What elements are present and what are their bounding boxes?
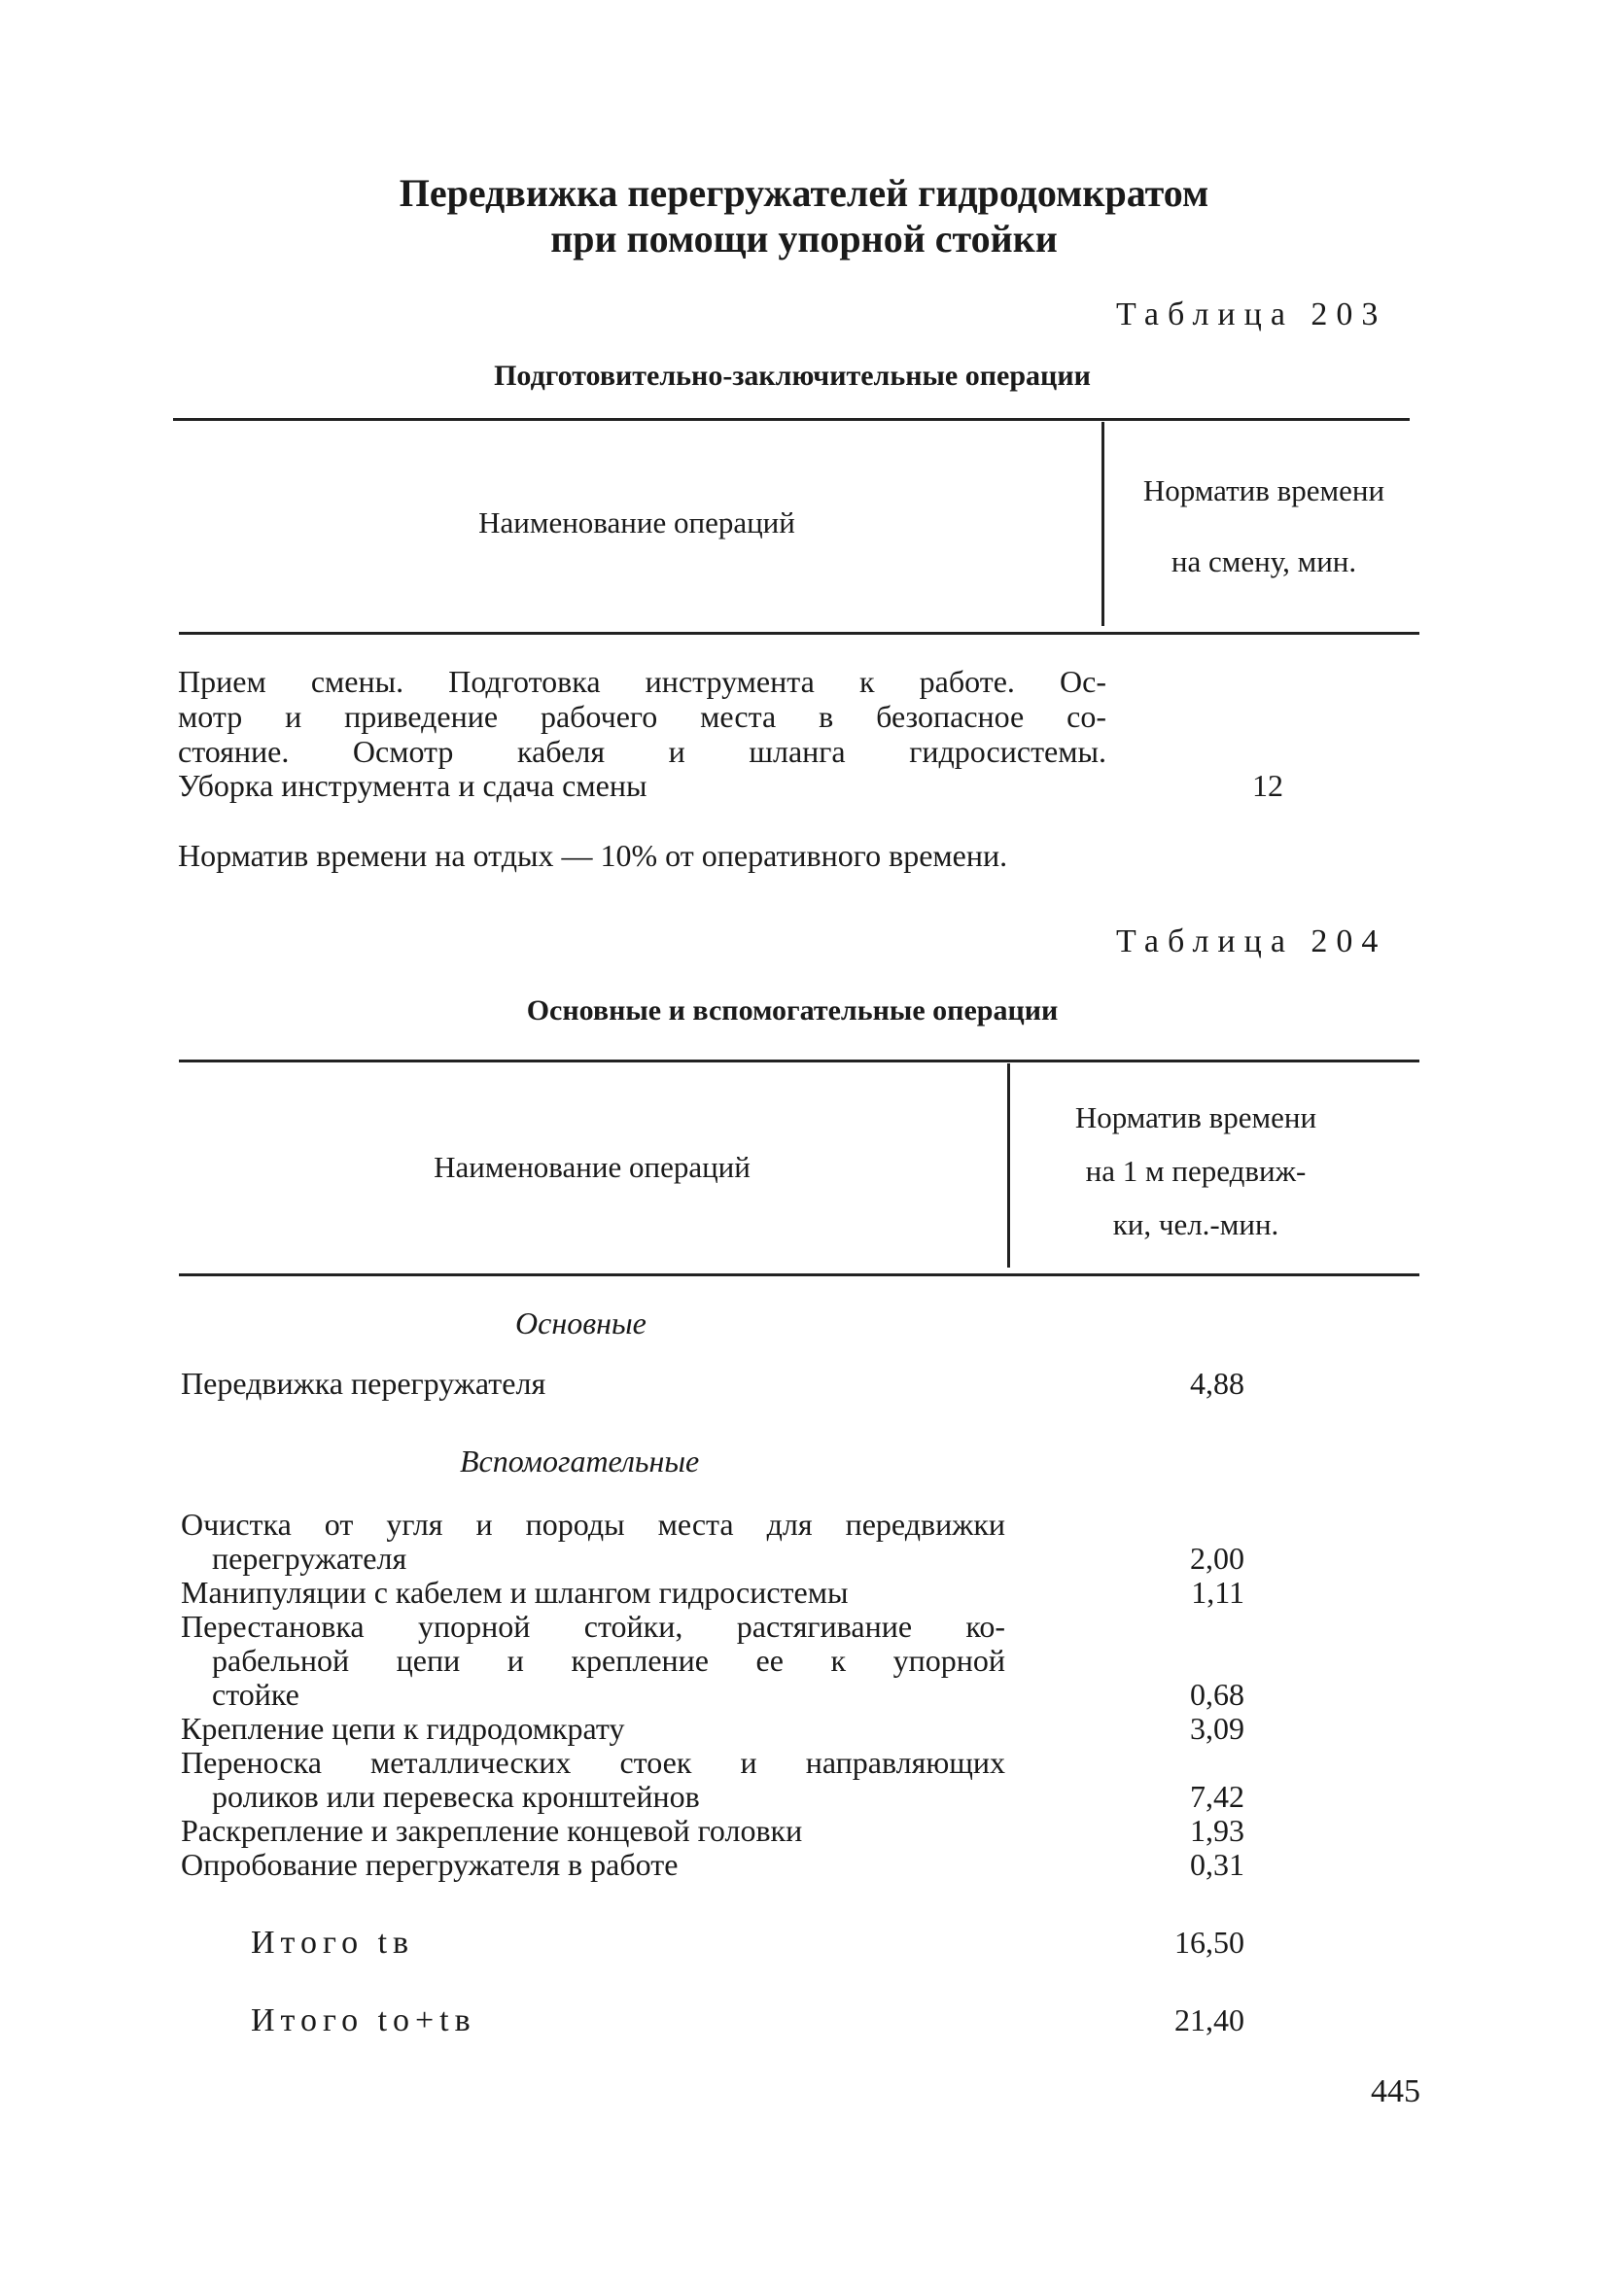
row-text-line: Перестановка упорной стойки, растягивание ко- bbox=[181, 1609, 1005, 1644]
row-value: 1,93 bbox=[1190, 1813, 1244, 1848]
table-204-header-norm-line-3: ки, чел.-мин. bbox=[1112, 1207, 1279, 1241]
row-text-line: Переноска металлических стоек и направляющих bbox=[181, 1745, 1005, 1780]
table-204-subtitle: Основные и вспомогательные операции bbox=[526, 994, 1059, 1026]
row-text-line: Передвижка перегружателя bbox=[181, 1366, 546, 1401]
table-203-top-rule bbox=[173, 418, 1410, 421]
total-all-value: 21,40 bbox=[1174, 2002, 1244, 2037]
page-title-line-1: Передвижка перегружателей гидродомкратом bbox=[399, 171, 1209, 215]
table-203-header-norm-line-2: на смену, мин. bbox=[1171, 544, 1357, 578]
row-text-line: Прием смены. Подготовка инструмента к работе. Ос- bbox=[178, 664, 1106, 699]
row-value: 7,42 bbox=[1190, 1779, 1244, 1814]
section-main-heading: Основные bbox=[515, 1305, 647, 1340]
row-value: 12 bbox=[1252, 768, 1283, 803]
table-203-label: Таблица 203 bbox=[1116, 296, 1387, 332]
table-203-subtitle: Подготовительно-заключительные операции bbox=[494, 360, 1091, 392]
row-value: 4,88 bbox=[1190, 1366, 1244, 1401]
row-text-line: Манипуляции с кабелем и шлангом гидросистемы bbox=[181, 1575, 849, 1610]
row-value: 0,68 bbox=[1190, 1677, 1244, 1712]
row-value: 3,09 bbox=[1190, 1711, 1244, 1746]
table-204-header-rule bbox=[179, 1273, 1419, 1276]
table-203-column-divider bbox=[1101, 422, 1104, 626]
row-value: 2,00 bbox=[1190, 1541, 1244, 1576]
row-text-line: Очистка от угля и породы места для передвижки bbox=[181, 1507, 1005, 1542]
table-204-label: Таблица 204 bbox=[1116, 923, 1387, 959]
section-aux-heading: Вспомогательные bbox=[460, 1444, 700, 1478]
table-203-header-norm-line-1: Норматив времени bbox=[1142, 473, 1385, 507]
total-tv-label: Итого tв bbox=[251, 1925, 415, 1961]
row-text-line: роликов или перевеска кронштейнов bbox=[212, 1779, 700, 1814]
row-value: 0,31 bbox=[1190, 1847, 1244, 1882]
row-text-line: стойке bbox=[212, 1677, 299, 1712]
total-tv-value: 16,50 bbox=[1174, 1925, 1244, 1960]
table-203-header-name: Наименование операций bbox=[478, 505, 795, 539]
page-number: 445 bbox=[1371, 2073, 1420, 2109]
row-text-line: Опробование перегружателя в работе bbox=[181, 1847, 679, 1882]
row-text-line: мотр и приведение рабочего места в безопасное со- bbox=[178, 699, 1106, 734]
table-204-header-norm-line-2: на 1 м передвиж- bbox=[1085, 1154, 1307, 1188]
row-text-line: Крепление цепи к гидродомкрату bbox=[181, 1711, 625, 1746]
row-text-line: стояние. Осмотр кабеля и шланга гидросистемы. bbox=[178, 734, 1106, 769]
row-text-line: рабельной цепи и крепление ее к упорной bbox=[212, 1643, 1005, 1678]
rest-time-note: Норматив времени на отдых — 10% от оперативного времени. bbox=[178, 838, 1008, 873]
row-text-line: перегружателя bbox=[212, 1541, 407, 1576]
table-204-top-rule bbox=[179, 1060, 1419, 1062]
row-value: 1,11 bbox=[1191, 1575, 1244, 1610]
row-text-line: Раскрепление и закрепление концевой головки bbox=[181, 1813, 803, 1848]
table-204-header-name: Наименование операций bbox=[434, 1150, 751, 1184]
table-203-header-rule bbox=[179, 632, 1419, 635]
table-204-column-divider bbox=[1007, 1063, 1010, 1268]
table-204-header-norm-line-1: Норматив времени bbox=[1074, 1100, 1317, 1134]
row-text-line: Уборка инструмента и сдача смены bbox=[178, 768, 647, 803]
page-title-line-2: при помощи упорной стойки bbox=[550, 217, 1058, 261]
total-all-label: Итого tо+tв bbox=[251, 2002, 476, 2038]
